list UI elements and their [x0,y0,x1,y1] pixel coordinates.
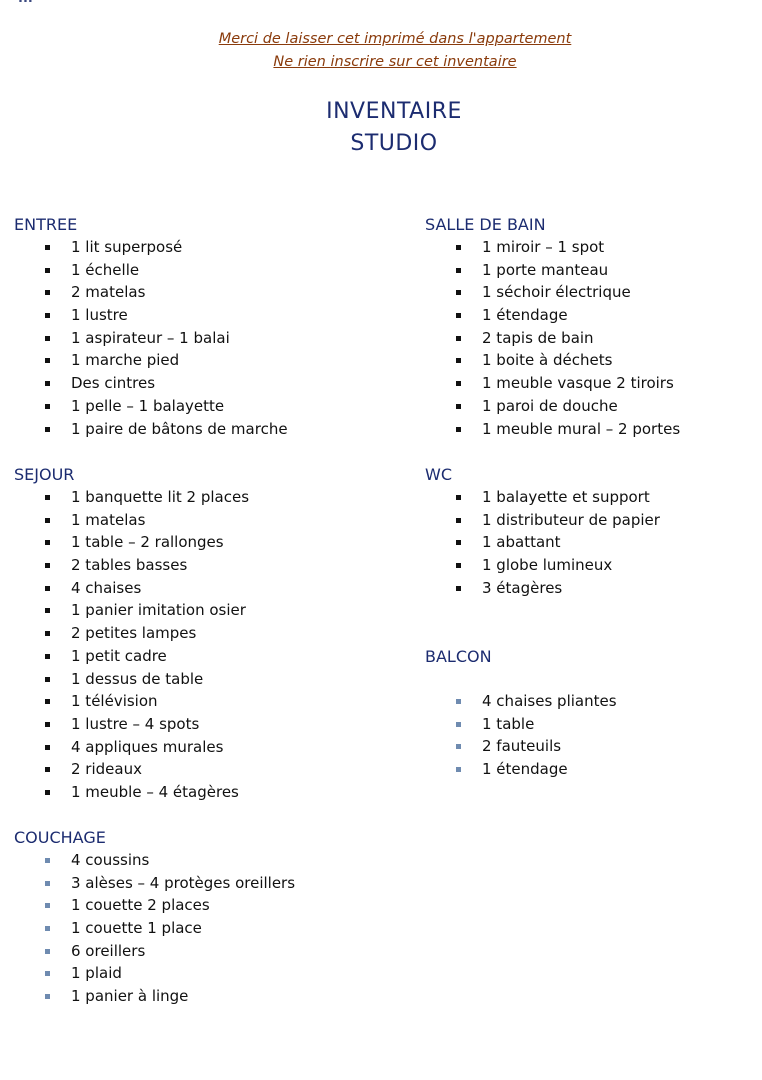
list-balcon [425,690,617,781]
item-label: 1 lustre – 4 spots [71,714,200,733]
list-item [425,713,617,736]
bullet-icon [45,427,50,432]
bullet-icon [456,540,461,545]
bullet-icon [45,540,50,545]
bullet-icon [456,381,461,386]
section-balcon [425,646,492,668]
item-label: 1 échelle [71,260,140,279]
list-item [14,849,295,872]
list-item [14,577,249,600]
bullet-icon [456,245,461,250]
cropped-header-fragment [18,0,33,6]
bullet-icon [45,699,50,704]
item-label: 1 matelas [71,510,146,529]
bullet-icon [45,518,50,523]
bullet-icon [45,903,50,908]
item-label: 1 globe lumineux [482,556,613,575]
item-label: 2 tables basses [71,556,188,575]
item-label: 1 panier à linge [71,987,189,1006]
item-label: 1 étendage [482,306,568,325]
section-heading-salle-de-bain: SALLE DE BAIN [425,215,546,234]
list-item [14,962,295,985]
bullet-icon [45,767,50,772]
bullet-icon [45,677,50,682]
list-entree [14,236,288,440]
list-item [425,486,660,509]
bullet-icon [45,336,50,341]
bullet-icon [45,313,50,318]
bullet-icon [45,926,50,931]
list-item [425,554,660,577]
bullet-icon [45,586,50,591]
item-label: 1 banquette lit 2 places [71,488,250,506]
list-item [425,531,660,554]
bullet-icon [45,563,50,568]
list-item [14,327,288,350]
list-sejour [14,486,249,804]
section-heading-couchage: COUCHAGE [14,828,106,847]
bullet-icon [45,358,50,363]
notice-leave-document: Merci de laisser cet imprimé dans l'appartement [218,31,572,47]
item-label: 1 plaid [71,964,122,983]
list-item [425,327,680,350]
bullet-icon [456,699,461,704]
list-item [14,304,288,327]
bullet-icon [456,744,461,749]
bullet-icon [45,790,50,795]
list-item [14,554,249,577]
bullet-icon [45,994,50,999]
bullet-icon [456,767,461,772]
list-item [14,349,288,372]
item-label: 1 marche pied [71,351,180,370]
list-item [14,236,288,259]
list-item [425,690,617,713]
list-item [425,577,660,600]
section-balcon-list [425,690,617,781]
list-item [14,690,249,713]
bullet-icon [456,427,461,432]
bullet-icon [456,518,461,523]
list-item [14,531,249,554]
bullet-icon [45,381,50,386]
item-label: 1 pelle – 1 balayette [71,396,225,415]
item-label: 4 coussins [71,851,150,869]
bullet-icon [45,971,50,976]
item-label: 1 aspirateur – 1 balai [71,328,230,347]
item-label: 2 tapis de bain [482,328,594,347]
list-item [14,781,249,804]
item-label: 2 fauteuils [482,737,562,756]
bullet-icon [45,608,50,613]
bullet-icon [456,404,461,409]
list-item [14,713,249,736]
item-label: 6 oreillers [71,941,146,960]
list-item [14,395,288,418]
section-couchage [14,827,295,1008]
bullet-icon [456,313,461,318]
section-entree [14,214,288,440]
bullet-icon [456,586,461,591]
item-label: 1 table [482,714,535,733]
page-subtitle: STUDIO [350,131,438,156]
list-item [14,872,295,895]
bullet-icon [45,858,50,863]
list-item [425,281,680,304]
list-salle-de-bain [425,236,680,440]
list-item [14,668,249,691]
item-label: 1 boite à déchets [482,351,613,370]
item-label: 1 distributeur de papier [482,510,660,529]
item-label: 2 petites lampes [71,624,197,643]
bullet-icon [45,949,50,954]
item-label: 1 dessus de table [71,669,204,688]
list-item [14,940,295,963]
item-label: 1 meuble vasque 2 tiroirs [482,374,674,393]
item-label: 1 couette 2 places [71,896,210,915]
bullet-icon [45,404,50,409]
list-item [14,372,288,395]
item-label: 4 chaises pliantes [482,692,617,710]
bullet-icon [45,495,50,500]
item-label: 1 panier imitation osier [71,601,246,620]
item-label: 1 télévision [71,692,158,711]
list-item [14,486,249,509]
item-label: 1 paroi de douche [482,396,618,415]
section-heading-balcon: BALCON [425,647,492,666]
bullet-icon [45,631,50,636]
section-heading-sejour: SEJOUR [14,465,75,484]
notice-do-not-write: Ne rien inscrire sur cet inventaire [273,54,517,70]
item-label: 1 miroir – 1 spot [482,238,605,256]
list-item [425,395,680,418]
list-wc [425,486,660,599]
list-item [14,736,249,759]
section-salle-de-bain [425,214,680,440]
item-label: 1 petit cadre [71,646,167,665]
item-label: 2 matelas [71,283,146,302]
list-item [425,509,660,532]
bullet-icon [456,495,461,500]
bullet-icon [45,745,50,750]
list-item [425,735,617,758]
item-label: 1 paire de bâtons de marche [71,419,288,438]
bullet-icon [45,268,50,273]
section-wc [425,464,660,599]
bullet-icon [456,336,461,341]
bullet-icon [456,563,461,568]
item-label: 1 couette 1 place [71,919,202,938]
bullet-icon [456,268,461,273]
section-sejour [14,464,249,804]
list-item [425,236,680,259]
item-label: 4 chaises [71,578,142,597]
item-label: 3 alèses – 4 protèges oreillers [71,873,296,892]
list-item [14,599,249,622]
item-label: 2 rideaux [71,760,142,779]
bullet-icon [45,722,50,727]
item-label: 1 séchoir électrique [482,283,631,302]
item-label: 1 table – 2 rallonges [71,533,224,552]
item-label: 4 appliques murales [71,737,224,756]
list-item [14,645,249,668]
item-label: 1 lustre [71,306,128,325]
page-title: INVENTAIRE [326,99,462,124]
list-item [425,259,680,282]
item-label: 1 abattant [482,533,561,552]
list-item [14,985,295,1008]
item-label: 1 porte manteau [482,260,609,279]
item-label: 1 meuble – 4 étagères [71,782,239,801]
section-heading-entree: ENTREE [14,215,78,234]
list-item [425,758,617,781]
list-item [14,917,295,940]
list-item [14,509,249,532]
list-item [14,281,288,304]
bullet-icon [456,290,461,295]
bullet-icon [45,654,50,659]
bullet-icon [45,290,50,295]
list-item [14,418,288,441]
bullet-icon [45,881,50,886]
list-item [425,304,680,327]
item-label: 1 étendage [482,760,568,779]
item-label: 1 lit superposé [71,238,183,256]
item-label: 1 balayette et support [482,488,650,506]
bullet-icon [45,245,50,250]
list-item [425,349,680,372]
bullet-icon [456,358,461,363]
list-item [14,758,249,781]
item-label: 3 étagères [482,578,563,597]
item-label: Des cintres [71,374,156,393]
list-item [14,622,249,645]
item-label: 1 meuble mural – 2 portes [482,419,681,438]
section-heading-wc: WC [425,465,452,484]
list-couchage [14,849,295,1008]
list-item [14,259,288,282]
list-item [14,894,295,917]
list-item [425,372,680,395]
list-item [425,418,680,441]
bullet-icon [456,722,461,727]
